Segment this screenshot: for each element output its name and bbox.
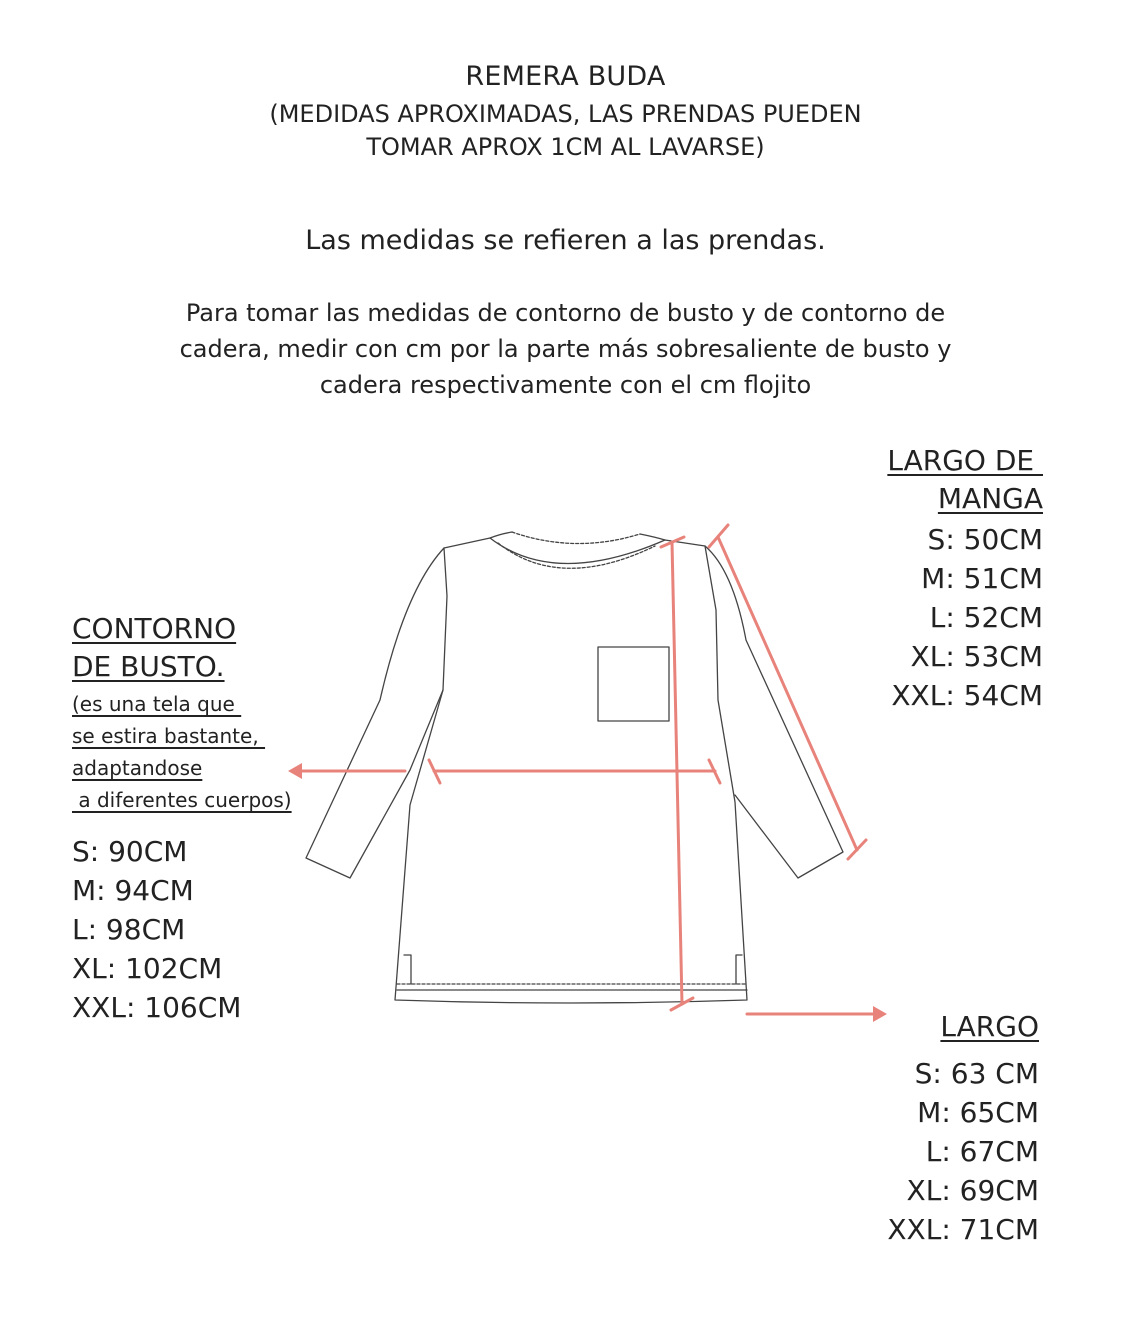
sleeve-measure-line: [718, 537, 857, 850]
sleeve-size-xl: XL: 53CM: [910, 640, 1043, 673]
instructions-line: Para tomar las medidas de contorno de busto y de contorno de: [185, 299, 946, 327]
length-heading: LARGO: [940, 1010, 1039, 1043]
sleeve-sizes: [887, 520, 1043, 715]
shirt-outline: [306, 532, 843, 1003]
bust-note-line: se estira bastante,: [72, 724, 266, 748]
instructions-line: cadera respectivamente con el cm flojito: [319, 371, 812, 399]
sleeve-size-s: S: 50CM: [927, 523, 1043, 556]
sleeve-heading-line: LARGO DE: [887, 444, 1043, 477]
bust-block: [72, 610, 292, 1027]
sleeve-measure-cap: [709, 525, 728, 547]
length-size-l: L: 67CM: [925, 1135, 1039, 1168]
bust-note-line: (es una tela que: [72, 692, 242, 716]
bust-size-xl: XL: 102CM: [72, 952, 223, 985]
bust-sizes: [72, 832, 292, 1027]
bust-heading: [72, 610, 292, 686]
bust-size-xxl: XXL: 106CM: [72, 991, 242, 1024]
bust-note-line: a diferentes cuerpos): [72, 788, 292, 812]
bust-heading-line: CONTORNO: [72, 612, 237, 645]
bust-size-l: L: 98CM: [72, 913, 186, 946]
length-block: [887, 1008, 1039, 1249]
length-size-s: S: 63 CM: [914, 1057, 1039, 1090]
subtitle-line: TOMAR APROX 1CM AL LAVARSE): [366, 133, 765, 161]
measure-lines: [288, 525, 887, 1022]
length-pointer-arrowhead: [873, 1006, 887, 1022]
sleeve-size-l: L: 52CM: [929, 601, 1043, 634]
length-sizes: [887, 1054, 1039, 1249]
subtitle-line: (MEDIDAS APROXIMADAS, LAS PRENDAS PUEDEN: [269, 100, 862, 128]
length-size-xl: XL: 69CM: [906, 1174, 1039, 1207]
bust-size-m: M: 94CM: [72, 874, 194, 907]
sleeve-length-block: [887, 442, 1043, 715]
bust-note: [72, 688, 292, 816]
bust-size-s: S: 90CM: [72, 835, 188, 868]
page-title: REMERA BUDA: [465, 61, 666, 92]
length-size-m: M: 65CM: [917, 1096, 1039, 1129]
bust-heading-line: DE BUSTO.: [72, 650, 225, 683]
bust-note-line: adaptandose: [72, 756, 203, 780]
instructions-line: cadera, medir con cm por la parte más sobresaliente de busto y: [179, 335, 952, 363]
sleeve-heading: [887, 442, 1043, 518]
length-measure-line: [672, 542, 682, 1004]
sleeve-size-m: M: 51CM: [921, 562, 1043, 595]
sleeve-size-xxl: XXL: 54CM: [891, 679, 1043, 712]
sleeve-heading-line: MANGA: [937, 482, 1043, 515]
intro-text: Las medidas se refieren a las prendas.: [305, 225, 826, 256]
sleeve-measure-cap: [848, 840, 866, 859]
length-size-xxl: XXL: 71CM: [887, 1213, 1039, 1246]
